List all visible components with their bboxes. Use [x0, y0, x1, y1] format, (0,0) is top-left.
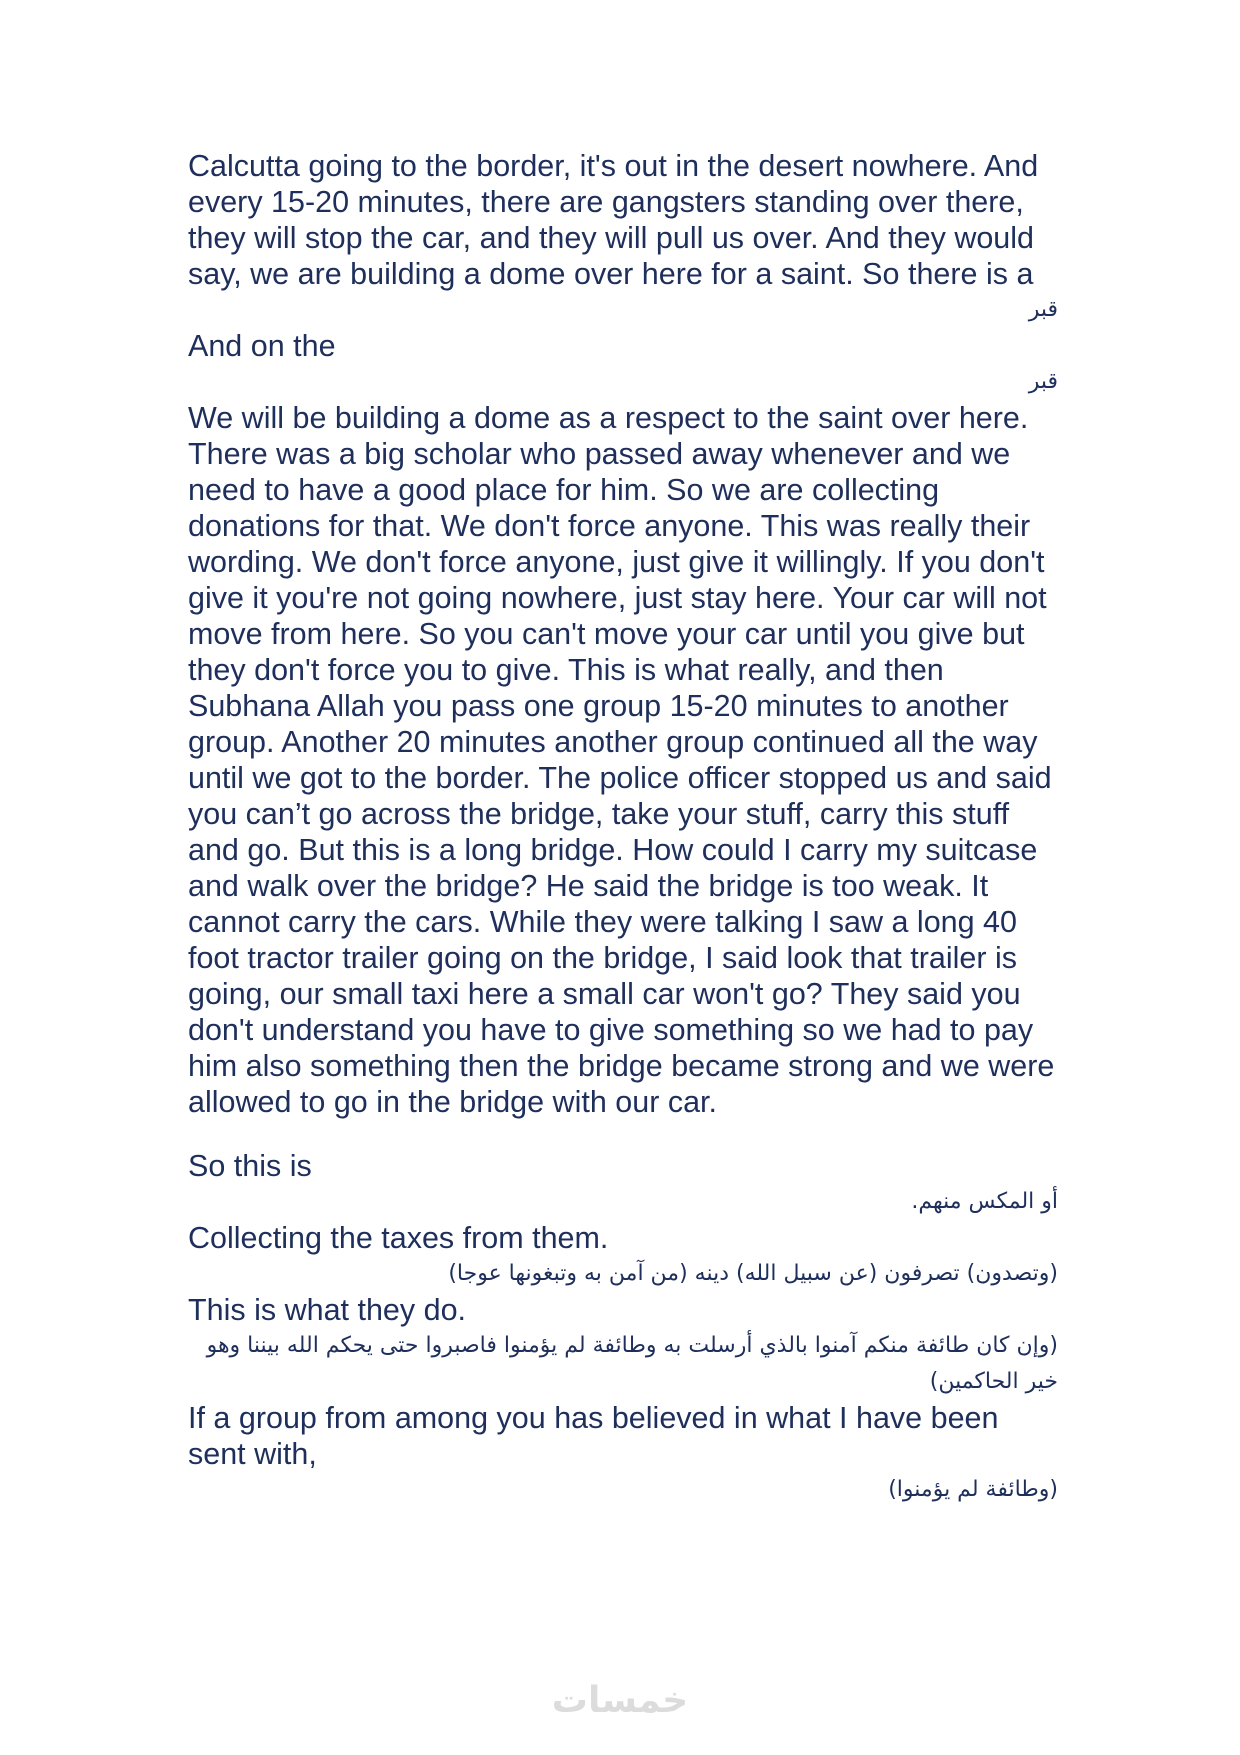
- paragraph-and-on-the: And on the: [188, 329, 336, 363]
- arabic-verse-lam-yuminu: (وطائفة لم يؤمنوا): [888, 1477, 1058, 1502]
- paragraph-so-this-is: So this is: [188, 1149, 312, 1183]
- paragraph-what-they-do: This is what they do.: [188, 1293, 467, 1327]
- arabic-verse-taifa: (وإن كان طائفة منكم آمنوا بالذي أرسلت به وطائفة لم يؤمنوا فاصبروا حتى يحكم الله بيننا وهو خير الحاكمين): [206, 1333, 1058, 1394]
- paragraph-collecting-taxes: Collecting the taxes from them.: [188, 1221, 609, 1255]
- arabic-term-qabr-1: قبر: [1028, 297, 1058, 322]
- arabic-quote-tasuddun: (وتصدون) تصرفون (عن سبيل الله) دينه (من آمن به وتبغونها عوجا): [448, 1261, 1058, 1286]
- watermark-logo: خمسات: [551, 1680, 689, 1721]
- arabic-term-qabr-2: قبر: [1028, 369, 1058, 394]
- paragraph-intro: Calcutta going to the border, it's out in the desert nowhere. And every 15-20 minutes, there are gangsters standing over there, they will stop the car, and they will pull us over. And they would say, we are building a dome over here for a saint. So there is a: [188, 149, 1039, 291]
- document-body: [188, 148, 1058, 1508]
- paragraph-group-believed: If a group from among you has believed in what I have been sent with,: [188, 1401, 999, 1471]
- paragraph-spacer: [188, 1120, 1058, 1148]
- arabic-quote-maks: أو المكس منهم.: [911, 1189, 1058, 1214]
- paragraph-dome-story: We will be building a dome as a respect to the saint over here. There was a big scholar who passed away whenever and we need to have a good place for him. So we are collecting donations for that. We don't force anyone. This was really their wording. We don't force anyone, just give it willingly. If you don't give it you're not going nowhere, just stay here. Your car will not move from here. So you can't move your car until you give but they don't force you to give. This is what really, and then Subhana Allah you pass one group 15-20 minutes to another group. Another 20 minutes another group continued all the way until we got to the border. The police officer stopped us and said you can’t go across the bridge, take your stuff, carry this stuff and go. But this is a long bridge. How could I carry my suitcase and walk over the bridge? He said the bridge is too weak. It cannot carry the cars. While they were talking I saw a long 40 foot tractor trailer going on the bridge, I said look that trailer is going, our small taxi here a small car won't go? They said you don't understand you have to give something so we had to pay him also something then the bridge became strong and we were allowed to go in the bridge with our car.: [188, 401, 1055, 1119]
